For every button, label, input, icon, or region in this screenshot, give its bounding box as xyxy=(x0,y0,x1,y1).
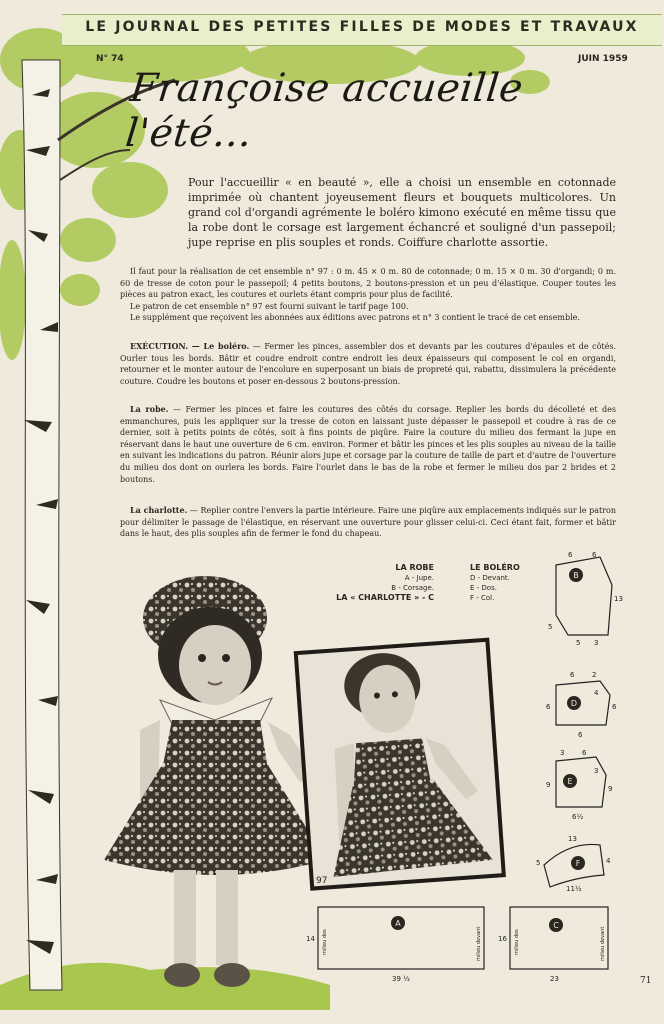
pattern-b-left: 5 xyxy=(548,623,553,631)
pattern-d-left: 6 xyxy=(546,703,551,711)
pattern-c-height: 16 xyxy=(498,935,507,943)
pattern-c-letter: C xyxy=(553,921,559,930)
execution-text: — Fermer les pinces, assembler dos et devants par les coutures d'épaules et de côtés. Ourler tous les bords. Bâtir et coudre endroit contre endroit les deux épaisseurs qui composent le col en organdi, retourner et le monter autour de l'encolure en superposant un biais de propreté qui, rabattu, dissimulera la précédente couture. Coudre les boutons et poser en-dessous 2 boutons-pression. xyxy=(120,342,616,386)
legend-robe-a: A - Jupe. xyxy=(404,574,434,582)
charlotte-text: — Replier contre l'envers la partie intérieure. Faire une piqûre aux emplacements indiqués sur le patron pour délimiter le passage de l'élastique, en réservant une ouverture pour glisser celui-ci. Ceci étant fait, former et bâtir dans le haut, des plis souples afin de fermer le fond du chapeau. xyxy=(120,506,616,539)
execution-section xyxy=(120,341,616,387)
robe-lead: La robe. xyxy=(130,404,169,414)
pattern-a-width: 39 ½ xyxy=(392,975,410,983)
materials-section xyxy=(120,266,616,324)
pattern-e-top2: 6 xyxy=(582,749,587,757)
robe-text: — Fermer les pinces et faire les coutures des côtés du corsage. Replier les bords du décolleté et des emmanchures, puis les appliquer sur la tresse de coton en laissant juste dépasser le passepoil et coudre à ras de ce dernier, soit à petits points de côtés, soit à fins points de piqûre. Faire la couture du milieu dos fermant la jupe en réservant dans le haut une ouverture de 6 cm. environ. Former et bâtir les pinces et les plis souples au niveau de la taille en suivant les indications du patron. Réunir alors jupe et corsage par la couture de taille de part et d'autre de l'ouverture du milieu dos dont on ourlera les bords. Faire l'ourlet dans le bas de la robe et fermer le milieu dos par 2 brides et 2 boutons. xyxy=(120,405,616,484)
pattern-b-top1: 6 xyxy=(568,551,573,559)
pattern-d-mid: 4 xyxy=(594,689,599,697)
pattern-e-top1: 3 xyxy=(560,749,565,757)
page-number: 71 xyxy=(640,976,652,986)
intro-text: Pour l'accueillir « en beauté », elle a choisi un ensemble en cotonnade imprimée où chantent joyeusement fleurs et bouquets multicolores. Un grand col d'organdi agrémente le boléro kimono exécuté en même tissu que la robe dont le corsage est largement échancré et souligné d'un passepoil; jupe reprise en plis souples et ronds. Coiffure charlotte assortie. xyxy=(188,176,616,249)
execution-lead: EXÉCUTION. — Le boléro. xyxy=(130,341,250,351)
issue-number: N° 74 xyxy=(96,54,124,64)
intro-paragraph xyxy=(188,175,616,250)
pattern-f-top: 13 xyxy=(568,835,577,843)
pattern-b-bottom2: 3 xyxy=(594,639,599,647)
pattern-piece-b xyxy=(548,551,623,647)
pattern-piece-f xyxy=(536,835,611,893)
legend-bolero-f: F - Col. xyxy=(470,594,495,602)
legend-bolero-e: E - Dos. xyxy=(470,584,497,592)
pattern-e-right: 9 xyxy=(608,785,613,793)
pattern-piece-d xyxy=(546,671,617,739)
pattern-d-right: 6 xyxy=(612,703,617,711)
robe-section xyxy=(120,404,616,485)
pattern-b-top2: 6 xyxy=(592,551,597,559)
pattern-f-right: 4 xyxy=(606,857,611,865)
charlotte-section xyxy=(120,505,616,540)
pattern-f-letter: F xyxy=(575,859,581,868)
legend-robe-title: LA ROBE xyxy=(395,563,434,572)
headline: Françoise accueille l'été... xyxy=(123,66,526,156)
issue-date: JUIN 1959 xyxy=(578,54,628,64)
photo-number: 97 xyxy=(316,876,328,886)
legend-charlotte: LA « CHARLOTTE » - C xyxy=(336,593,434,602)
pattern-d-top: 6 xyxy=(570,671,575,679)
pattern-e-mid: 3 xyxy=(594,767,599,775)
pattern-piece-e xyxy=(546,749,612,821)
pattern-c-side-right: milieu devant xyxy=(600,926,606,961)
legend-bolero-d: D - Devant. xyxy=(470,574,510,582)
materials-paragraph-3: Le supplément que reçoivent les abonnées aux éditions avec patrons et n° 3 contient le tracé de cet ensemble. xyxy=(130,313,580,323)
materials-paragraph-1: Il faut pour la réalisation de cet ensemble n° 97 : 0 m. 45 × 0 m. 80 de cotonnade; 0 m. 15 × 0 m. 30 d'organdi; 0 m. 60 de tresse de coton pour le passepoil; 4 petits boutons, 2 boutons-pression et un peu d'élastique. Couper toutes les pièces au patron exact, les coutures et ourlets étant compris pour plus de facilité. xyxy=(120,267,616,300)
pattern-b-bottom1: 5 xyxy=(576,639,581,647)
pattern-d-letter: D xyxy=(570,699,578,708)
charlotte-lead: La charlotte. xyxy=(130,505,188,515)
materials-paragraph-2: Le patron de cet ensemble n° 97 est fourni suivant le tarif page 100. xyxy=(130,301,409,311)
pattern-b-letter: B xyxy=(573,571,579,580)
journal-title: LE JOURNAL DES PETITES FILLES DE MODES ET TRAVAUX xyxy=(85,19,639,35)
pattern-f-bottom: 11½ xyxy=(566,885,582,893)
pattern-a-letter: A xyxy=(395,919,401,928)
pattern-a-height: 14 xyxy=(306,935,315,943)
pattern-a-side-right: milieu devant xyxy=(476,926,482,961)
pattern-d-top2: 2 xyxy=(592,671,597,679)
pattern-c-side-left: milieu dos xyxy=(514,929,520,955)
pattern-piece-c xyxy=(498,907,608,983)
pattern-diagrams xyxy=(300,545,623,990)
pattern-d-bottom: 6 xyxy=(578,731,583,739)
pattern-e-left: 9 xyxy=(546,781,551,789)
pattern-c-width: 23 xyxy=(550,975,559,983)
pattern-a-side-left: milieu dos xyxy=(322,929,328,955)
pattern-e-letter: E xyxy=(567,777,573,786)
pattern-b-side: 13 xyxy=(614,595,623,603)
pattern-piece-a xyxy=(306,907,484,983)
pattern-e-bottom: 6½ xyxy=(572,813,584,821)
legend-bolero-title: LE BOLÉRO xyxy=(470,563,520,572)
legend-robe-b: B - Corsage. xyxy=(391,584,434,592)
pattern-f-left: 5 xyxy=(536,859,541,867)
